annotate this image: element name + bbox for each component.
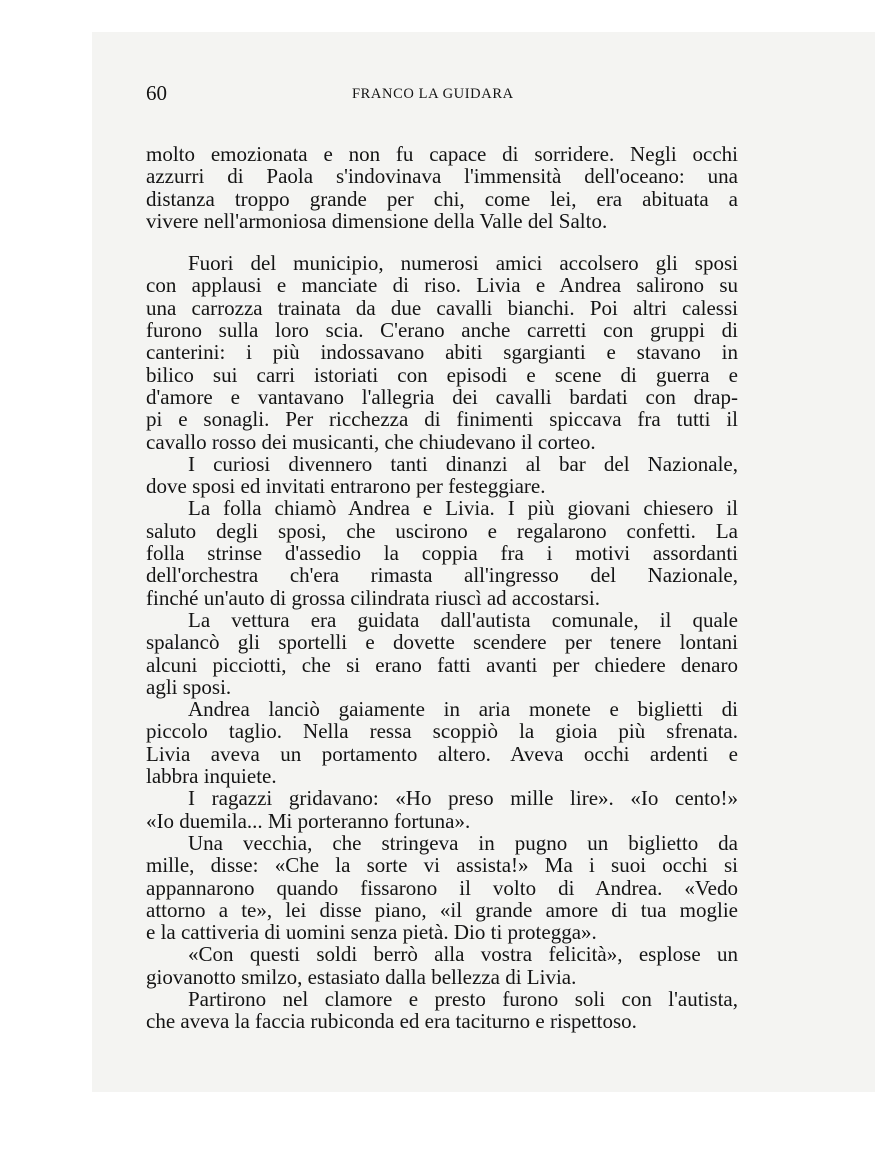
text-line: canterini: i più indossavano abiti sgargianti e stavano in — [146, 340, 738, 365]
text-line: dell'orchestra ch'era rimasta all'ingresso del Nazionale, — [146, 563, 738, 588]
text-line: «Io duemila... Mi porteranno fortuna». — [146, 808, 471, 833]
text-line: azzurri di Paola s'indovinava l'immensità dell'oceano: una — [146, 164, 738, 189]
text-line: dove sposi ed invitati entrarono per festeggiare. — [146, 474, 546, 499]
text-line: finché un'auto di grossa cilindrata riuscì ad accostarsi. — [146, 585, 600, 610]
page-header — [146, 78, 738, 108]
text-line: alcuni picciotti, che si erano fatti avanti per chiedere denaro — [146, 652, 738, 677]
body-text — [146, 143, 738, 1033]
text-line: bilico sui carri istoriati con episodi e scene di guerra e — [146, 362, 738, 387]
text-line: labbra inquiete. — [146, 764, 277, 789]
text-line: Andrea lanciò gaiamente in aria monete e biglietti di — [188, 697, 738, 722]
text-line: I ragazzi gridavano: «Ho preso mille lire». «Io cento!» — [188, 786, 738, 811]
text-line: vivere nell'armoniosa dimensione della Valle del Salto. — [146, 208, 608, 233]
text-line: giovanotto smilzo, estasiato dalla bellezza di Livia. — [146, 964, 577, 989]
text-line: molto emozionata e non fu capace di sorridere. Negli occhi — [146, 142, 738, 166]
text-line: cavallo rosso dei musicanti, che chiudevano il corteo. — [146, 429, 596, 454]
text-line: pi e sonagli. Per ricchezza di finimenti spiccava fra tutti il — [146, 407, 738, 432]
text-line: d'amore e vantavano l'allegria dei cavalli bardati con drap- — [146, 384, 738, 409]
text-line: folla strinse d'assedio la coppia fra i motivi assordanti — [146, 541, 738, 566]
text-line: una carrozza trainata da due cavalli bianchi. Poi altri calessi — [146, 295, 738, 320]
text-line: spalancò gli sportelli e dovette scendere per tenere lontani — [146, 630, 738, 655]
text-line: mille, disse: «Che la sorte vi assista!» Ma i suoi occhi si — [146, 853, 738, 878]
text-line: agli sposi. — [146, 674, 232, 699]
text-line: piccolo taglio. Nella ressa scoppiò la gioia più sfrenata. — [146, 719, 738, 744]
text-line: Livia aveva un portamento altero. Aveva occhi ardenti e — [146, 741, 738, 766]
text-line: con applausi e manciate di riso. Livia e Andrea salirono su — [146, 273, 738, 298]
page-number: 60 — [146, 81, 167, 105]
text-line: I curiosi divennero tanti dinanzi al bar del Nazionale, — [188, 451, 738, 476]
running-head: FRANCO LA GUIDARA — [352, 86, 514, 102]
text-line: distanza troppo grande per chi, come lei, era abituata a — [146, 186, 738, 211]
text-line: Partirono nel clamore e presto furono soli con l'autista, — [188, 986, 738, 1011]
text-line: e la cattiveria di uomini senza pietà. Dio ti protegga». — [146, 920, 597, 945]
paragraph-gap — [146, 232, 738, 252]
text-line: Una vecchia, che stringeva in pugno un biglietto da — [188, 830, 738, 855]
text-line: che aveva la faccia rubiconda ed era taciturno e rispettoso. — [146, 1009, 637, 1034]
text-line: «Con questi soldi berrò alla vostra felicità», esplose un — [188, 942, 738, 967]
text-line: Fuori del municipio, numerosi amici accolsero gli sposi — [188, 251, 738, 276]
text-line: La folla chiamò Andrea e Livia. I più giovani chiesero il — [188, 496, 738, 521]
text-line: appannarono quando fissarono il volto di Andrea. «Vedo — [146, 875, 738, 900]
text-line: saluto degli sposi, che uscirono e regalarono confetti. La — [146, 518, 738, 543]
text-line: furono sulla loro scia. C'erano anche carretti con gruppi di — [146, 318, 738, 343]
text-line: attorno a te», lei disse piano, «il grande amore di tua moglie — [146, 897, 738, 922]
text-line: La vettura era guidata dall'autista comunale, il quale — [188, 607, 738, 632]
